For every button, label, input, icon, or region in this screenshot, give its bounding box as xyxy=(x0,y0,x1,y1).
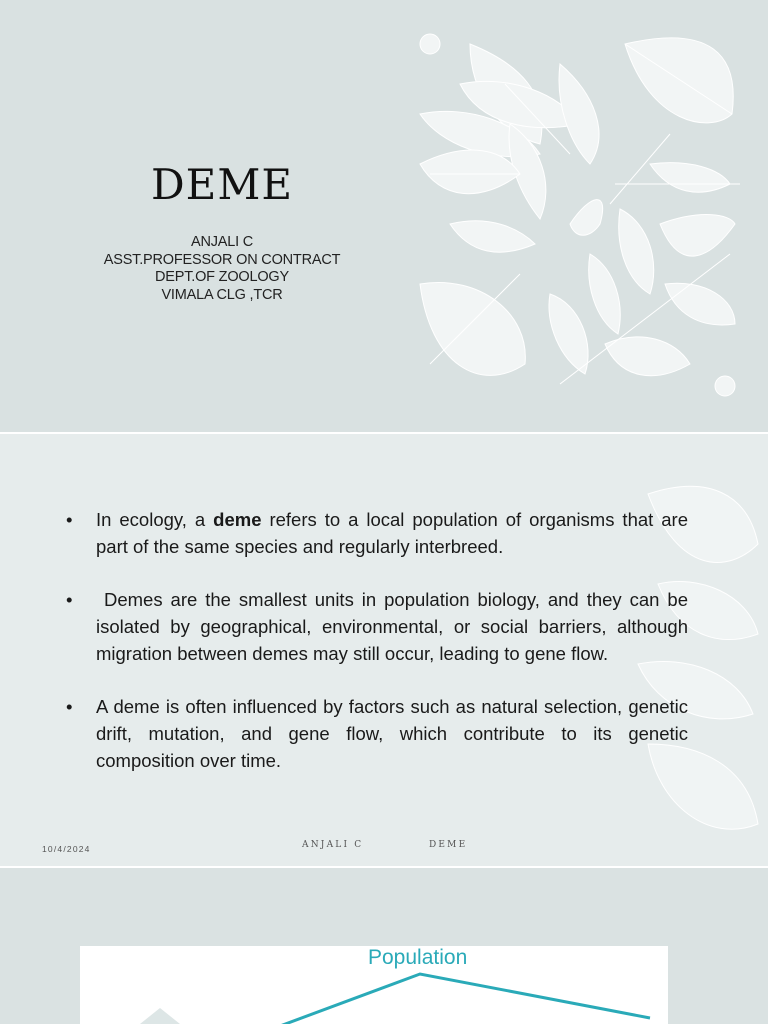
bullet-item: • A deme is often influenced by factors such as natural selection, genetic drift, mutation, and gene flow, which contribute to its genetic composition over time. xyxy=(62,693,688,774)
slide-title: DEME xyxy=(151,160,293,209)
title-slide xyxy=(0,0,768,432)
population-figure xyxy=(80,946,668,1024)
footer-date: 10/4/2024 xyxy=(42,844,91,854)
author-name: ANJALI C xyxy=(190,234,254,250)
footer-title: DEME xyxy=(429,840,468,850)
diagram-slide xyxy=(0,868,768,1024)
author-position: ASST.PROFESSOR ON CONTRACT xyxy=(103,251,341,268)
author-department: DEPT.OF ZOOLOGY xyxy=(155,269,289,285)
bullet-item: • Demes are the smallest units in population biology, and they can be isolated by geographical, environmental, or social barriers, although migration between demes may still occur, leading to gene flow. xyxy=(62,586,688,667)
content-slide xyxy=(0,434,768,866)
leaf-decoration xyxy=(410,24,758,404)
bullet-marker: • xyxy=(66,589,73,610)
figure-label: Population xyxy=(368,946,468,969)
bullet-list xyxy=(62,506,694,800)
footer-author: ANJALI C xyxy=(302,840,364,850)
population-branch-lines xyxy=(80,946,668,1024)
bullet-marker: • xyxy=(66,696,73,717)
author-block xyxy=(92,234,352,304)
bold-term: deme xyxy=(213,509,262,530)
bullet-marker: • xyxy=(66,509,73,530)
author-college: VIMALA CLG ,TCR xyxy=(161,286,283,303)
bullet-item: • In ecology, a deme refers to a local population of organisms that are part of the same species and regularly interbreed. xyxy=(62,506,688,560)
